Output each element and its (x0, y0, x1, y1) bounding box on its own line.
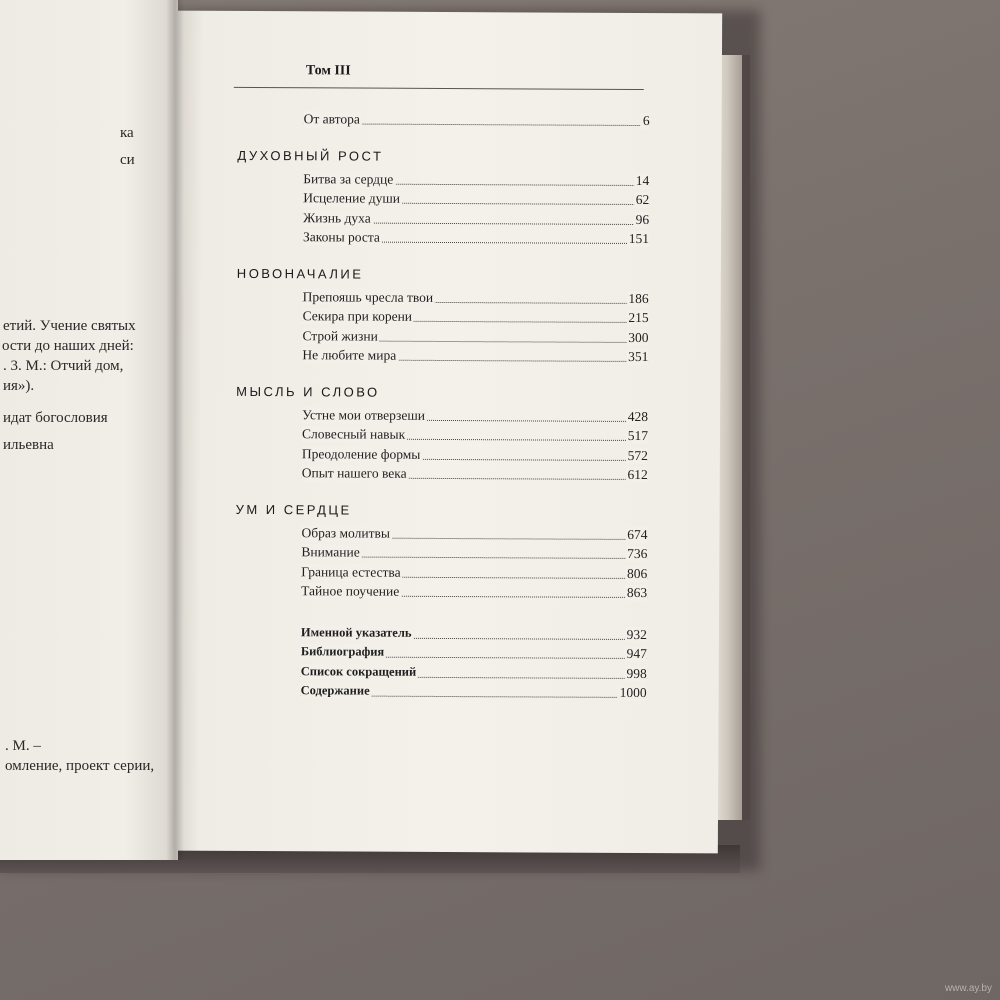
toc-entry-title: От автора (303, 111, 360, 127)
toc-entry-page: 215 (626, 310, 648, 326)
left-page-text-fragment: си (120, 152, 135, 168)
toc-entry-title: Секира при корени (302, 308, 413, 324)
left-page-text-fragment: етий. Учение святых (3, 318, 136, 334)
left-page-text-fragment: ка (120, 125, 134, 141)
left-page-text-fragment: . М. – (5, 738, 41, 754)
toc-entry-title: Образ молитвы (301, 524, 391, 541)
toc-section-heading: НОВОНАЧАЛИЕ (236, 265, 364, 282)
toc-entry (237, 308, 649, 330)
toc-entry-page: 572 (626, 447, 648, 463)
toc-entry (235, 663, 647, 685)
toc-entry-title: Библиография (300, 644, 385, 659)
toc-entry-title: Именной указатель (300, 624, 412, 640)
left-page-text-fragment: ости до наших дней: (2, 338, 134, 354)
toc-entry-title: Словесный навык (301, 426, 406, 442)
toc-entry-page: 517 (626, 428, 648, 444)
toc-entry-title: Устне мои отверзеши (302, 406, 426, 423)
toc-page (172, 11, 722, 854)
toc-section-heading: ДУХОВНЫЙ РОСТ (237, 147, 384, 164)
toc-entry (236, 327, 648, 349)
toc-entry (235, 683, 647, 705)
toc-entry (235, 644, 647, 666)
toc-entry-page: 1000 (618, 685, 647, 701)
toc-entry (237, 209, 649, 231)
toc-entry-page: 998 (624, 665, 646, 681)
toc-entry-page: 674 (625, 526, 647, 542)
header-rule (234, 87, 644, 90)
toc-entry (236, 426, 648, 448)
toc-entry (235, 624, 647, 646)
toc-entry-page: 14 (634, 172, 650, 188)
toc-entry-title: Преодоление формы (301, 445, 421, 462)
toc-entry-page: 806 (625, 565, 647, 581)
toc-section-heading: МЫСЛЬ И СЛОВО (236, 383, 380, 400)
watermark: www.ay.by (944, 983, 992, 994)
toc-entry-page: 351 (626, 349, 648, 365)
toc-entry-title: Не любите мира (302, 347, 397, 363)
toc-entry (236, 347, 648, 369)
toc-entry (236, 406, 648, 428)
toc-entry-page: 428 (626, 408, 648, 424)
toc-entry-title: Список сокращений (300, 663, 417, 679)
toc-entry (237, 229, 649, 251)
toc-entry (237, 170, 649, 192)
toc-section-heading: УМ И СЕРДЦЕ (235, 501, 352, 518)
toc-entry-title: Граница естества (301, 563, 401, 580)
toc-entry (236, 445, 648, 467)
left-page-text-fragment: омление, проект серии, (5, 758, 155, 774)
toc-entry (237, 288, 649, 310)
toc-entry-page: 932 (625, 626, 647, 642)
table-of-contents (235, 111, 650, 705)
toc-entry (237, 190, 649, 212)
toc-entry-title: Опыт нашего века (301, 465, 407, 481)
toc-entry-page: 186 (626, 290, 648, 306)
toc-entry-page: 6 (641, 113, 650, 129)
toc-spacer (235, 602, 647, 626)
toc-entry-page: 612 (625, 467, 647, 483)
volume-header: Том III (305, 63, 351, 79)
toc-entry (235, 544, 647, 566)
toc-entry-title: Строй жизни (302, 327, 378, 344)
toc-entry-page: 300 (626, 329, 648, 345)
left-page-text-fragment: ильевна (3, 437, 54, 453)
toc-entry-page: 96 (634, 211, 650, 227)
left-page-text-fragment: . 3. М.: Отчий дом, (3, 358, 124, 374)
toc-entry-title: Тайное поучение (301, 583, 400, 599)
toc-entry-title: Препояшь чресла твои (302, 288, 434, 305)
toc-entry-title: Исцеление души (303, 190, 401, 206)
toc-entry-page: 947 (625, 646, 647, 662)
toc-entry (235, 583, 647, 605)
toc-entry-title: Жизнь духа (303, 209, 371, 226)
toc-entry-page: 151 (627, 231, 649, 247)
toc-entry-title: Содержание (300, 683, 370, 698)
toc-entry (235, 524, 647, 546)
toc-entry (235, 563, 647, 585)
left-page-text-fragment: идат богословия (3, 410, 108, 426)
toc-entry (236, 465, 648, 487)
toc-entry-title: Битва за сердце (303, 170, 394, 187)
toc-entry-page: 62 (634, 192, 650, 208)
toc-entry-title: Внимание (301, 544, 360, 560)
book-gutter (166, 0, 184, 860)
left-page (0, 0, 178, 860)
left-page-text-fragment: ия»). (3, 378, 35, 394)
toc-entry-page: 863 (625, 585, 647, 601)
toc-entry-title: Законы роста (302, 229, 380, 245)
toc-entry-page: 736 (625, 546, 647, 562)
toc-entry (238, 111, 650, 133)
